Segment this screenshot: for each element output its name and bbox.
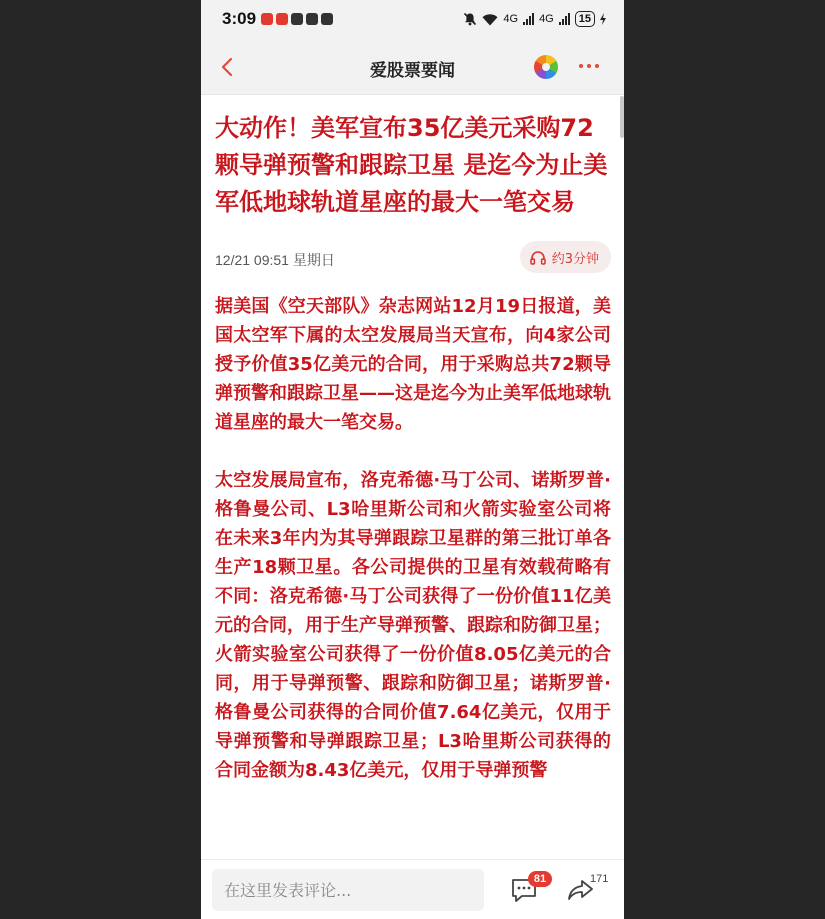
alarm-icon [306, 13, 318, 25]
headphones-icon [530, 250, 546, 265]
mute-icon [463, 12, 477, 26]
network-type-1: 4G [503, 13, 519, 25]
article-paragraph: 据美国《空天部队》杂志网站12月19日报道，美国太空军下属的太空发展局当天宣布，向4家公司授予价值35亿美元的合同，用于采购总共72颗导弹预警和跟踪卫星——这是迄今为止美军低地球轨道星座的最大一笔交易。 [215, 296, 611, 433]
more-options-icon[interactable] [579, 64, 599, 68]
nav-bar [201, 40, 624, 95]
app-notification-icon [276, 13, 288, 25]
page-title: 爱股票要闻 [370, 61, 455, 81]
listen-button[interactable] [520, 241, 611, 273]
battery-icon: 15 [575, 11, 595, 27]
article-date: 12/21 09:51 星期日 [215, 252, 335, 268]
network-type-2: 4G [539, 13, 554, 25]
status-bar [201, 0, 624, 40]
scrollbar[interactable] [620, 96, 624, 138]
share-count: 171 [590, 873, 609, 885]
article-paragraph: 太空发展局宣布，洛克希德·马丁公司、诺斯罗普·格鲁曼公司、L3哈里斯公司和火箭实验室公司将在未来3年内为其导弹跟踪卫星群的第三批订单各生产18颗卫星。各公司提供的卫星有效载荷略有不同：洛克希德·马丁公司获得了一份价值11亿美元的合同，用于生产导弹预警、跟踪和防御卫星；火箭实验室公司获得了一份价值8.05亿美元的合同，用于导弹预警、跟踪和防御卫星；诺斯罗普·格鲁曼公司获得的合同价值7.64亿美元，仅用于导弹预警和导弹跟踪卫星；L3哈里斯公司获得的合同金额为8.43亿美元，仅用于导弹预警 [215, 470, 611, 781]
article-content [215, 96, 611, 785]
notification-icons [261, 13, 333, 25]
article-meta [215, 241, 611, 277]
nfc-icon [291, 13, 303, 25]
listen-duration: 约3分钟 [551, 251, 599, 267]
vibrate-icon [321, 13, 333, 25]
app-notification-icon [261, 13, 273, 25]
bottom-bar [201, 859, 624, 919]
comment-count-badge: 81 [528, 871, 552, 887]
signal-1-icon [523, 13, 534, 25]
article-headline: 大动作！美军宣布35亿美元采购72颗导弹预警和跟踪卫星 是迄今为止美军低地球轨道星座的最大一笔交易 [215, 114, 608, 216]
phone-screen [201, 0, 624, 919]
signal-2-icon [559, 13, 570, 25]
system-icons [463, 11, 606, 27]
wifi-icon [482, 13, 498, 26]
comment-input[interactable] [212, 869, 484, 911]
charging-icon [600, 13, 606, 25]
pinwheel-icon[interactable] [534, 55, 558, 79]
status-time: 3:09 [222, 9, 257, 28]
